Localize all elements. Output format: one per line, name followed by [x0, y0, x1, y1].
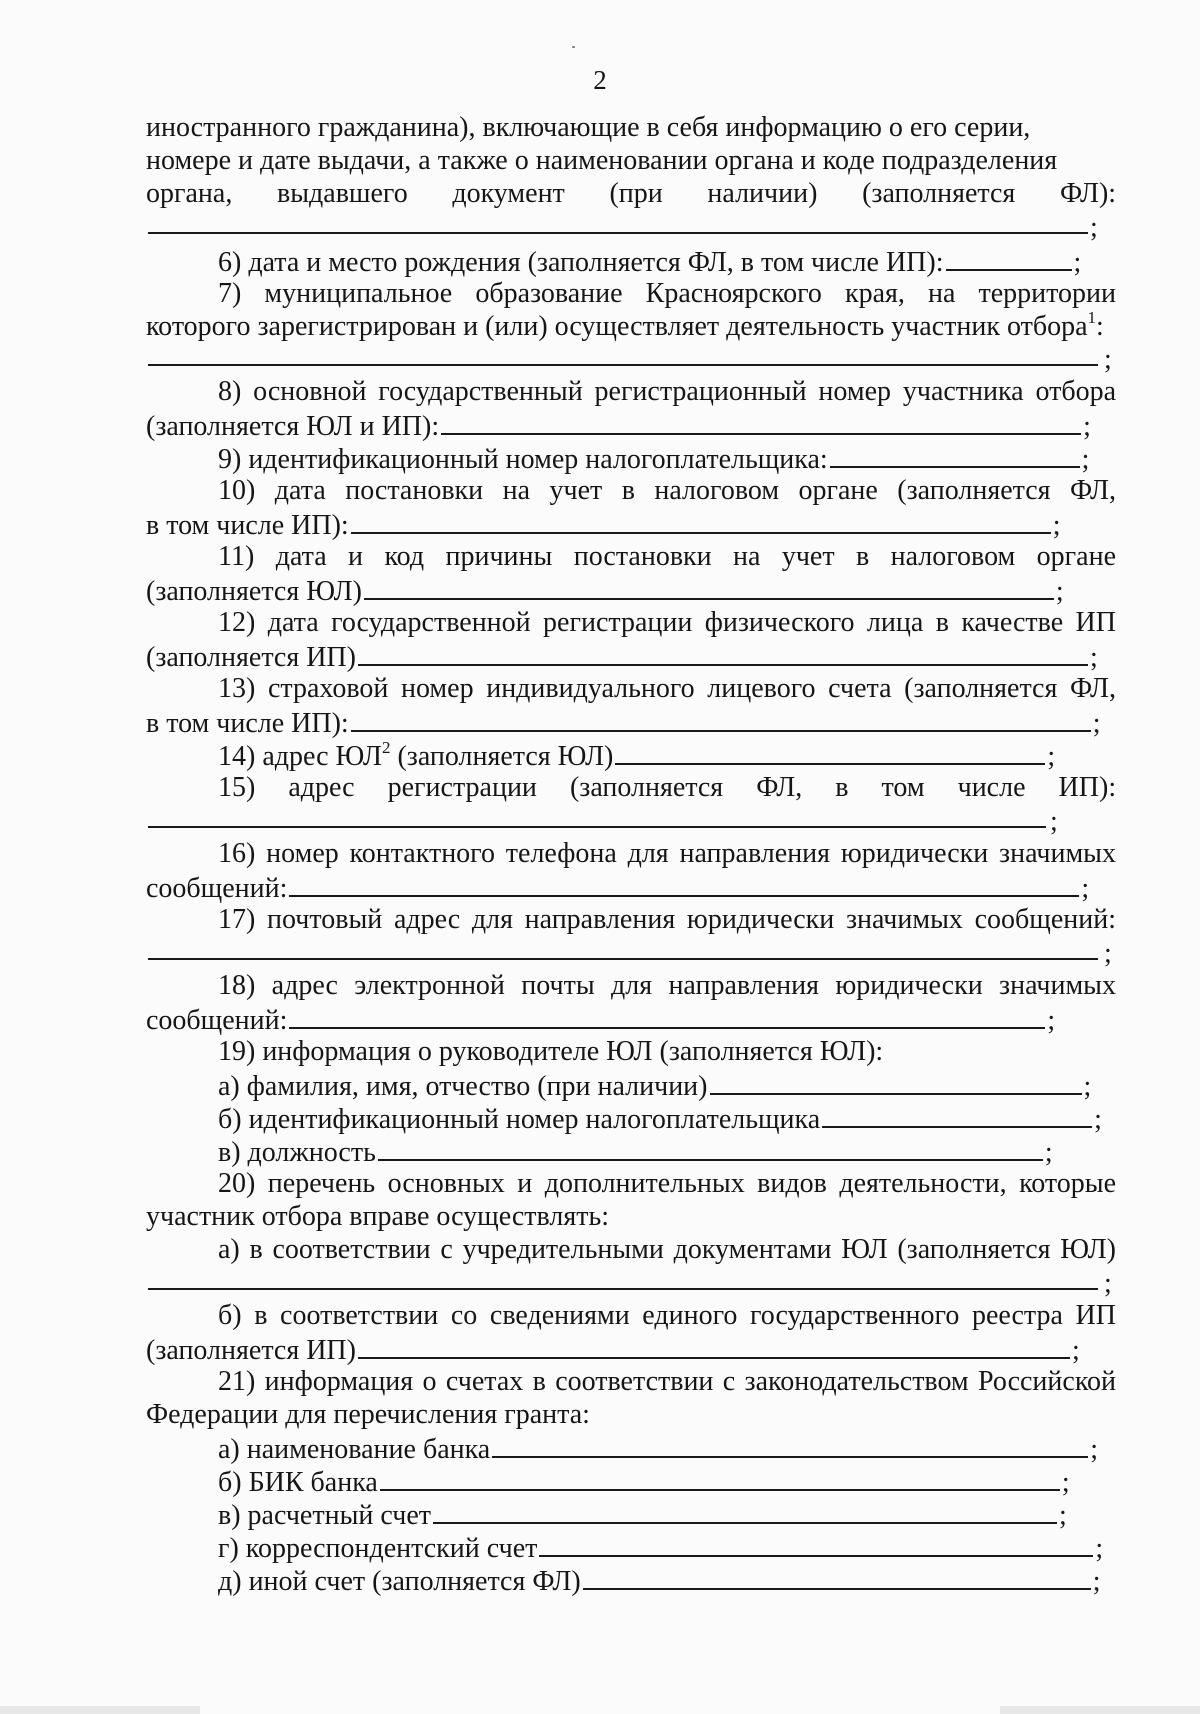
item-11-line-1: 11) дата и код причины постановки на учет в налоговом органе — [218, 541, 1116, 572]
item-10-line-1: 10) дата постановки на учет в налоговом органе (заполняется ФЛ, — [218, 475, 1116, 506]
item-21-line-2: Федерации для перечисления гранта: — [146, 1399, 590, 1430]
fill-field-settlement-account[interactable] — [433, 1498, 1057, 1524]
fill-field-head-position[interactable] — [378, 1135, 1043, 1161]
fill-field-other-account[interactable] — [583, 1564, 1091, 1590]
fill-field-activities-egrip[interactable] — [358, 1333, 1070, 1359]
fill-field-email[interactable] — [289, 1003, 1045, 1029]
fill-field-kpp[interactable] — [364, 574, 1054, 600]
item-14: 14) адрес $ЮЛ^2$ (заполняется ЮЛ) ; — [218, 737, 1056, 772]
fill-field-head-inn[interactable] — [822, 1102, 1092, 1128]
fill-field-municipality[interactable] — [148, 364, 1098, 366]
item-21-d: г) корреспондентский счет ; — [218, 1533, 1104, 1564]
item-12-line-2: (заполняется ИП) ; — [146, 642, 1098, 673]
item-7-line-2: которого зарегистрирован и (или) осуществляет деятельность участник отбора$^1$: — [146, 307, 1104, 342]
fill-field-inn[interactable] — [830, 442, 1080, 468]
fill-field-corr-account[interactable] — [539, 1531, 1093, 1557]
item-20-b-line-2: (заполняется ИП) ; — [146, 1335, 1080, 1366]
fill-field-legal-address[interactable] — [615, 739, 1045, 765]
item-19-b: б) идентификационный номер налогоплательщика ; — [218, 1104, 1102, 1135]
scan-edge-right — [1000, 1706, 1200, 1714]
item-21-e: д) иной счет (заполняется ФЛ) ; — [218, 1566, 1101, 1597]
item-9: 9) идентификационный номер налогоплательщика: ; — [218, 444, 1090, 475]
item-18-line-1: 18) адрес электронной почты для направления юридически значимых — [218, 970, 1116, 1001]
intro-line-1: иностранного гражданина), включающие в себя информацию о его серии, — [146, 112, 1031, 143]
item-21-b: б) БИК банка ; — [218, 1467, 1070, 1498]
item-8-line-1: 8) основной государственный регистрационный номер участника отбора — [218, 376, 1116, 407]
item-19-a: а) фамилия, имя, отчество (при наличии) ; — [218, 1071, 1092, 1102]
fill-field-ogrn[interactable] — [441, 409, 1081, 435]
item-12-line-1: 12) дата государственной регистрации физического лица в качестве ИП — [218, 607, 1116, 638]
semicolon: ; — [1104, 938, 1112, 969]
item-21-line-1: 21) информация о счетах в соответствии с законодательством Российской — [218, 1366, 1116, 1397]
fill-field-id-document[interactable] — [148, 232, 1088, 234]
semicolon: ; — [1104, 344, 1112, 375]
scan-speck — [572, 46, 575, 48]
fill-field-head-name[interactable] — [710, 1069, 1082, 1095]
item-21-c: в) расчетный счет ; — [218, 1500, 1067, 1531]
item-20-a: а) в соответствии с учредительными документами ЮЛ (заполняется ЮЛ) — [218, 1234, 1116, 1265]
item-15: 15) адрес регистрации (заполняется ФЛ, в том числе ИП): — [218, 772, 1117, 803]
fill-field-ip-reg-date[interactable] — [358, 640, 1088, 666]
item-16-line-2: сообщений: ; — [146, 873, 1090, 904]
semicolon: ; — [1050, 806, 1058, 837]
item-20-line-1: 20) перечень основных и дополнительных видов деятельности, которые — [218, 1168, 1116, 1199]
intro-line-3: органа, выдавшего документ (при наличии) (заполняется ФЛ): — [146, 178, 1117, 209]
fill-field-reg-address[interactable] — [148, 826, 1046, 828]
item-21-a: а) наименование банка ; — [218, 1434, 1099, 1465]
fill-field-postal-address[interactable] — [148, 958, 1098, 960]
item-13-line-2: в том числе ИП): ; — [146, 708, 1101, 739]
item-20-b-line-1: б) в соответствии со сведениями единого государственного реестра ИП — [218, 1300, 1116, 1331]
item-10-line-2: в том числе ИП): ; — [146, 510, 1061, 541]
fill-field-activities-charter[interactable] — [148, 1288, 1098, 1290]
item-6: 6) дата и место рождения (заполняется ФЛ, в том числе ИП): ; — [218, 247, 1082, 278]
item-19: 19) информация о руководителе ЮЛ (заполняется ЮЛ): — [218, 1036, 884, 1067]
item-13-line-1: 13) страховой номер индивидуального лицевого счета (заполняется ФЛ, — [218, 673, 1116, 704]
item-18-line-2: сообщений: ; — [146, 1005, 1056, 1036]
fill-field-phone[interactable] — [289, 871, 1079, 897]
semicolon: ; — [1090, 212, 1098, 243]
fill-field-bank-name[interactable] — [492, 1432, 1088, 1458]
page-number: 2 — [593, 65, 607, 95]
intro-line-2: номере и дате выдачи, а также о наименовании органа и коде подразделения — [146, 145, 1058, 176]
fill-field-bik[interactable] — [380, 1465, 1060, 1491]
item-20-line-2: участник отбора вправе осуществлять: — [146, 1201, 609, 1232]
item-19-c: в) должность ; — [218, 1137, 1053, 1168]
item-11-line-2: (заполняется ЮЛ) ; — [146, 576, 1064, 607]
item-7-line-1: 7) муниципальное образование Красноярского края, на территории — [218, 278, 1116, 309]
scan-edge-left — [0, 1706, 200, 1714]
fill-field-tax-date[interactable] — [351, 508, 1051, 534]
fill-field-snils[interactable] — [351, 706, 1091, 732]
item-16-line-1: 16) номер контактного телефона для направления юридически значимых — [218, 838, 1116, 869]
fill-field-birth[interactable] — [946, 245, 1072, 271]
item-8-line-2: (заполняется ЮЛ и ИП): ; — [146, 411, 1091, 442]
semicolon: ; — [1104, 1268, 1112, 1299]
item-17: 17) почтовый адрес для направления юридически значимых сообщений: — [218, 904, 1116, 935]
